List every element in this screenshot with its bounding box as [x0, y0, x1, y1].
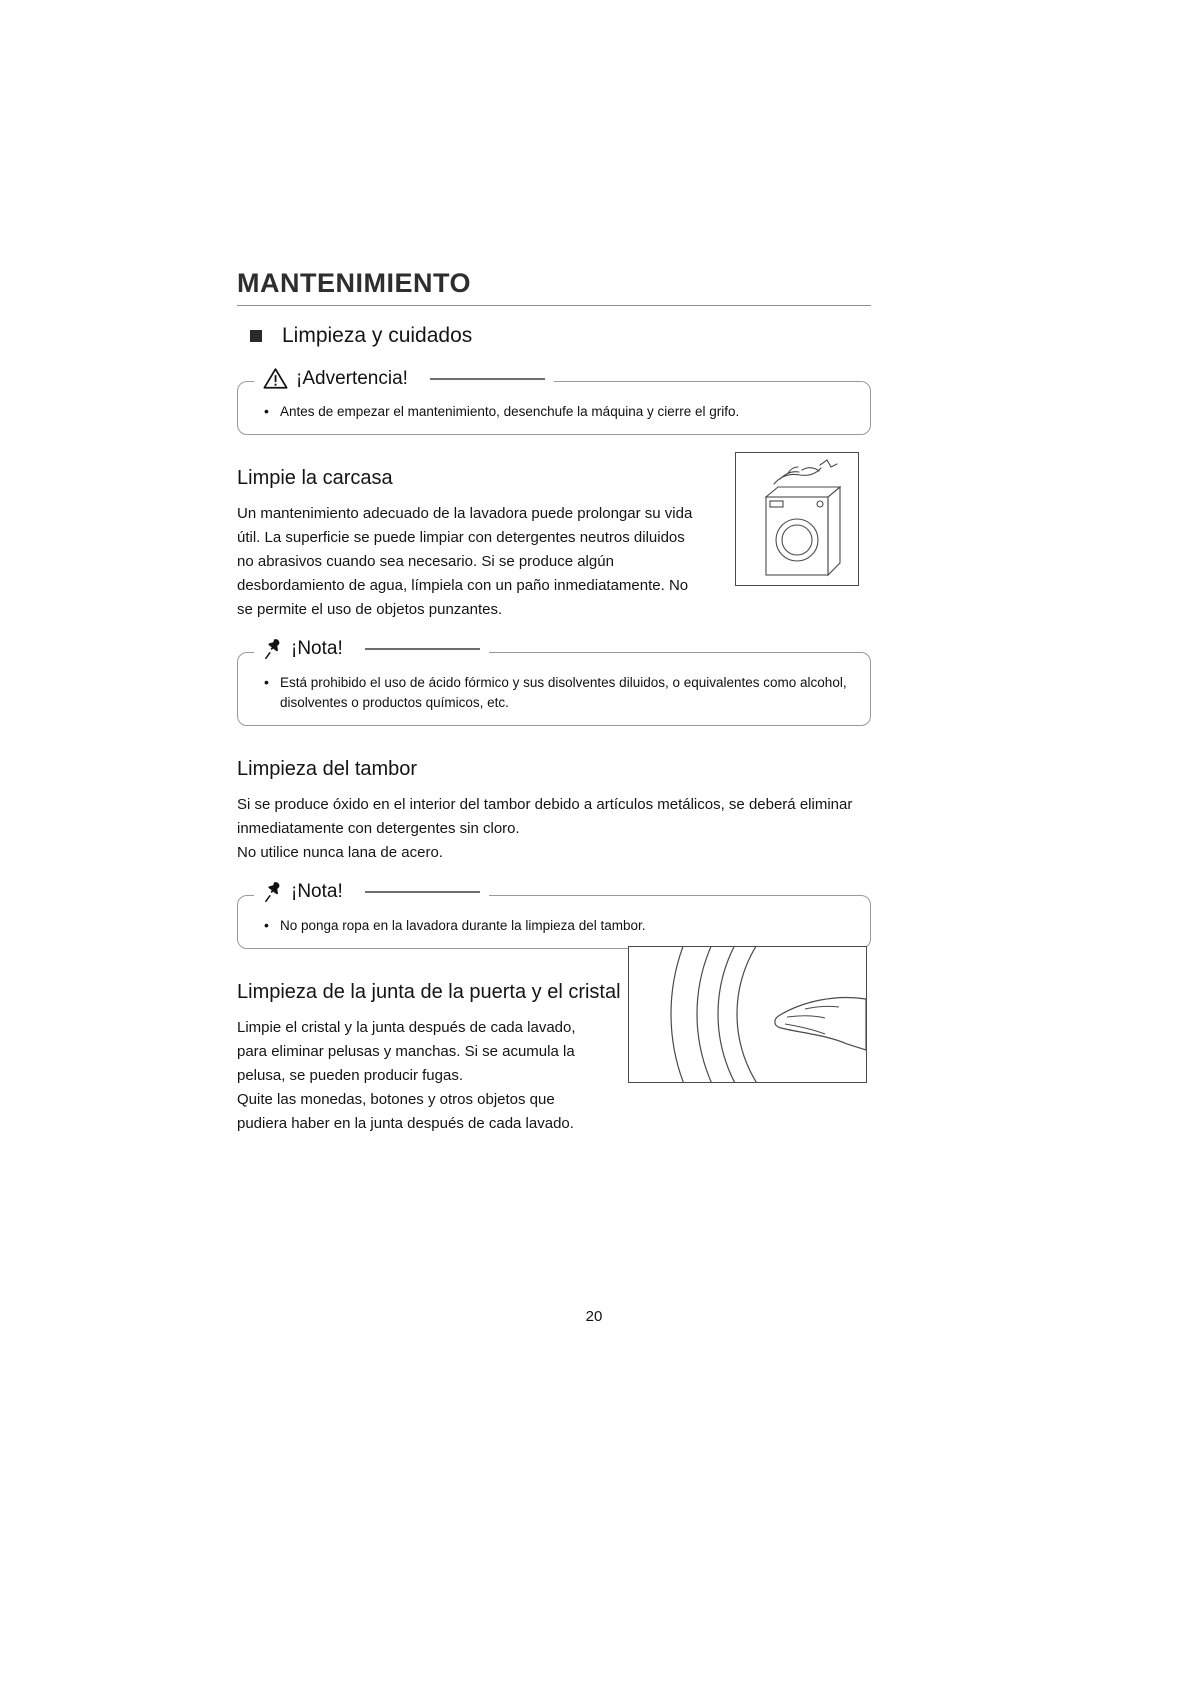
warning-list: [262, 402, 850, 422]
heading-limpieza-junta: Limpieza de la junta de la puerta y el cristal: [237, 981, 621, 1003]
warning-triangle-icon: [263, 367, 288, 390]
note-box-1-label: [254, 638, 489, 660]
warning-item: • Antes de empezar el mantenimiento, desenchufe la máquina y cierre el grifo.: [262, 402, 850, 422]
note-1-label-text: ¡Nota!: [291, 638, 343, 659]
tambor-paragraph-1: Si se produce óxido en el interior del tambor debido a artículos metálicos, se deberá eliminar inmediatamente con detergentes sin cloro.: [237, 796, 853, 837]
label-rule: [365, 648, 480, 650]
title-divider: [237, 305, 871, 306]
hand-icon: [775, 997, 866, 1050]
note-box-2: [237, 881, 871, 949]
note-2-label-text: ¡Nota!: [291, 881, 343, 902]
note-box-2-label: [254, 881, 489, 903]
section-heading: [250, 324, 871, 348]
warning-box-label: [254, 367, 554, 390]
note-box-1: [237, 638, 871, 726]
warning-label-text: ¡Advertencia!: [296, 367, 408, 389]
pushpin-icon: [263, 638, 283, 660]
pushpin-icon: [263, 881, 283, 903]
note-1-list: [262, 673, 850, 713]
note-2-item: • No ponga ropa en la lavadora durante la limpieza del tambor.: [262, 916, 850, 936]
page-title: MANTENIMIENTO: [237, 268, 471, 298]
note-1-item: • Está prohibido el uso de ácido fórmico y sus disolventes diluidos, o equivalentes como alcohol, disolventes o productos químicos, etc.: [262, 673, 850, 713]
square-bullet-icon: [250, 330, 262, 342]
warning-box: [237, 367, 871, 435]
heading-limpieza-tambor: Limpieza del tambor: [237, 758, 418, 780]
washer-figure: [735, 452, 859, 586]
tambor-paragraph-2: No utilice nunca lana de acero.: [237, 844, 443, 861]
door-seal-illustration: [629, 947, 866, 1082]
page-number: 20: [585, 1308, 603, 1325]
note-2-list: [262, 916, 850, 936]
junta-paragraph-1: Limpie el cristal y la junta después de cada lavado, para eliminar pelusas y manchas. Si se acumula la pelusa, se pueden producir fugas.: [237, 1019, 576, 1084]
door-seal-figure: [628, 946, 867, 1083]
carcasa-paragraph: Un mantenimiento adecuado de la lavadora puede prolongar su vida útil. La superficie se puede limpiar con detergentes neutros diluidos no abrasivos cuando sea necesario. Si se produce algún desbordamiento de agua, límpiela con un paño inmediatamente. No se permite el uso de objetos punzantes.: [237, 505, 693, 618]
heading-limpie-carcasa: Limpie la carcasa: [237, 467, 393, 489]
label-rule: [430, 378, 545, 380]
junta-paragraph-2: Quite las monedas, botones y otros objetos que pudiera haber en la junta después de cada lavado.: [237, 1091, 574, 1132]
label-rule: [365, 891, 480, 893]
section-heading-label: Limpieza y cuidados: [282, 324, 473, 347]
washing-machine-illustration: [736, 453, 858, 585]
